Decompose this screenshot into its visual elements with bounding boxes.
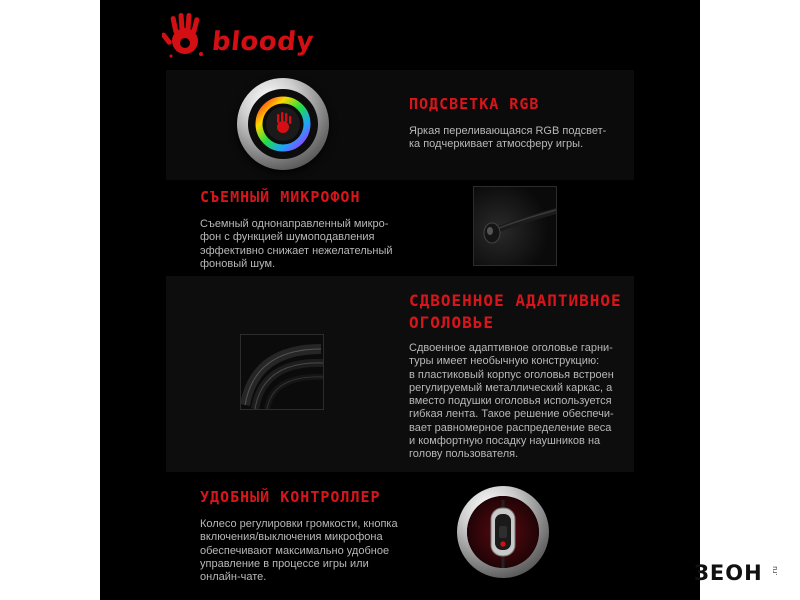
headband-section-title xyxy=(409,290,622,334)
zeon-watermark-domain: .ru xyxy=(771,566,779,576)
rgb-section-text: Яркая переливающаяся RGB подсвет- ка подчеркивает атмосферу игры. xyxy=(409,125,607,151)
product-features-panel xyxy=(100,0,700,600)
microphone-section-text: Съемный однонаправленный микро- фон с функцией шумоподавления эффективно снижает нежелательный фоновый шум. xyxy=(200,218,393,270)
brand-logo-text: bloody xyxy=(210,27,316,57)
headband-section-text: Сдвоенное адаптивное оголовье гарни- туры имеет необычную конструкцию: в пластиковый корпус оголовья встроен регулируемый металлический каркас, а вместо подушки оголовья используется гибкая лента. Такое решение обеспечи- вает равномерное распределение веса и комфортную посадку наушников на голову пользователя. xyxy=(409,342,614,461)
rgb-light-ring-icon xyxy=(237,78,329,170)
rgb-ring-icon xyxy=(248,89,318,159)
microphone-icon xyxy=(474,187,556,265)
headband-icon xyxy=(241,335,323,409)
microphone-photo xyxy=(473,186,557,266)
controller-section-text: Колесо регулировки громкости, кнопка включения/выключения микрофона обеспечивают максимально удобное управление в процессе игры или онлайн-чате. xyxy=(200,518,398,584)
headband-photo xyxy=(240,334,324,410)
rgb-section-title: ПОДСВЕТКА RGB xyxy=(409,95,540,113)
controller-section-title: УДОБНЫЙ КОНТРОЛЛЕР xyxy=(200,488,381,506)
microphone-section-title: СЪЕМНЫЙ МИКРОФОН xyxy=(200,188,361,206)
headband-title-line2: ОГОЛОВЬЕ xyxy=(409,313,495,332)
controller-icon xyxy=(467,496,539,568)
headband-title-line1: СДВОЕННОЕ АДАПТИВНОЕ xyxy=(409,291,622,310)
zeon-watermark: ЗЕОН xyxy=(694,561,763,585)
controller-icon-circle xyxy=(457,486,549,578)
